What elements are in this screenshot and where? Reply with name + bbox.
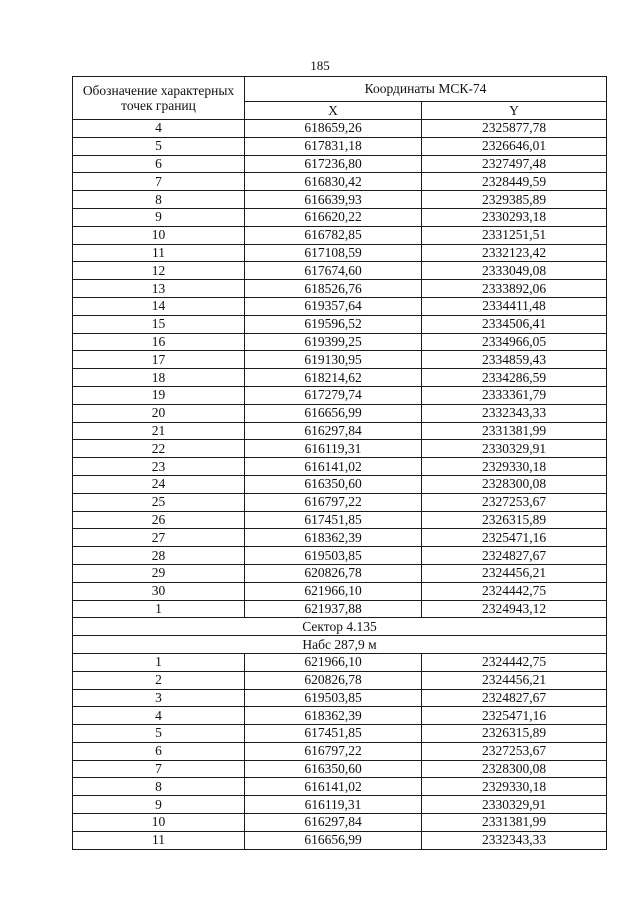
point-number-cell: 11	[73, 831, 245, 849]
y-coordinate-cell: 2334966,05	[422, 333, 607, 351]
y-coordinate-cell: 2324442,75	[422, 582, 607, 600]
y-coordinate-cell: 2327497,48	[422, 155, 607, 173]
x-coordinate-cell: 617236,80	[245, 155, 422, 173]
y-coordinate-cell: 2332343,33	[422, 831, 607, 849]
point-number-cell: 22	[73, 440, 245, 458]
y-column-header: Y	[422, 101, 607, 119]
y-coordinate-cell: 2331381,99	[422, 422, 607, 440]
point-number-cell: 7	[73, 173, 245, 191]
y-coordinate-cell: 2329330,18	[422, 778, 607, 796]
x-coordinate-cell: 616297,84	[245, 422, 422, 440]
y-coordinate-cell: 2333361,79	[422, 386, 607, 404]
x-coordinate-cell: 620826,78	[245, 564, 422, 582]
table-row	[73, 778, 607, 796]
table-row	[73, 404, 607, 422]
point-number-cell: 14	[73, 297, 245, 315]
x-coordinate-cell: 616639,93	[245, 191, 422, 209]
point-number-cell: 21	[73, 422, 245, 440]
table-row	[73, 137, 607, 155]
point-number-cell: 16	[73, 333, 245, 351]
y-coordinate-cell: 2329330,18	[422, 458, 607, 476]
y-coordinate-cell: 2324827,67	[422, 689, 607, 707]
x-coordinate-cell: 618362,39	[245, 707, 422, 725]
x-coordinate-cell: 616797,22	[245, 742, 422, 760]
x-coordinate-cell: 618526,76	[245, 280, 422, 298]
coordinates-table	[72, 76, 607, 850]
y-coordinate-cell: 2326315,89	[422, 511, 607, 529]
table-row	[73, 600, 607, 618]
point-number-cell: 1	[73, 600, 245, 618]
y-coordinate-cell: 2330329,91	[422, 440, 607, 458]
x-coordinate-cell: 617674,60	[245, 262, 422, 280]
x-coordinate-cell: 616141,02	[245, 778, 422, 796]
y-coordinate-cell: 2324456,21	[422, 564, 607, 582]
point-number-cell: 5	[73, 725, 245, 743]
y-coordinate-cell: 2332343,33	[422, 404, 607, 422]
section-title-row	[73, 636, 607, 654]
x-coordinate-cell: 616119,31	[245, 440, 422, 458]
y-coordinate-cell: 2326646,01	[422, 137, 607, 155]
page-number: 185	[310, 58, 330, 73]
y-coordinate-cell: 2325877,78	[422, 120, 607, 138]
x-coordinate-cell: 617451,85	[245, 511, 422, 529]
x-coordinate-cell: 621966,10	[245, 653, 422, 671]
point-number-cell: 12	[73, 262, 245, 280]
point-number-cell: 13	[73, 280, 245, 298]
point-number-cell: 9	[73, 208, 245, 226]
table-row	[73, 831, 607, 849]
point-number-cell: 8	[73, 191, 245, 209]
table-row	[73, 760, 607, 778]
point-number-cell: 29	[73, 564, 245, 582]
point-number-cell: 6	[73, 155, 245, 173]
x-column-header: X	[245, 101, 422, 119]
table-row	[73, 440, 607, 458]
table-row	[73, 351, 607, 369]
point-number-cell: 3	[73, 689, 245, 707]
table-row	[73, 155, 607, 173]
x-coordinate-cell: 616620,22	[245, 208, 422, 226]
table-header	[73, 77, 607, 120]
table-row	[73, 369, 607, 387]
table-body	[73, 120, 607, 850]
point-number-cell: 10	[73, 814, 245, 832]
x-coordinate-cell: 616350,60	[245, 475, 422, 493]
x-coordinate-cell: 620826,78	[245, 671, 422, 689]
point-label-header: Обозначение характерных точек границ	[73, 77, 245, 120]
table-row	[73, 564, 607, 582]
x-coordinate-cell: 617831,18	[245, 137, 422, 155]
x-coordinate-cell: 619357,64	[245, 297, 422, 315]
point-number-cell: 4	[73, 120, 245, 138]
y-coordinate-cell: 2327253,67	[422, 493, 607, 511]
table-row	[73, 120, 607, 138]
point-number-cell: 5	[73, 137, 245, 155]
point-number-cell: 25	[73, 493, 245, 511]
coordinate-system-header: Координаты МСК-74	[245, 77, 607, 102]
section-title: Сектор 4.135	[73, 618, 607, 636]
point-number-cell: 17	[73, 351, 245, 369]
x-coordinate-cell: 619130,95	[245, 351, 422, 369]
section-title-row	[73, 618, 607, 636]
x-coordinate-cell: 619399,25	[245, 333, 422, 351]
y-coordinate-cell: 2334411,48	[422, 297, 607, 315]
table-row	[73, 333, 607, 351]
point-number-cell: 8	[73, 778, 245, 796]
point-number-cell: 27	[73, 529, 245, 547]
x-coordinate-cell: 619503,85	[245, 547, 422, 565]
table-row	[73, 547, 607, 565]
table-row	[73, 244, 607, 262]
point-number-cell: 1	[73, 653, 245, 671]
point-number-cell: 11	[73, 244, 245, 262]
table-row	[73, 671, 607, 689]
table-row	[73, 653, 607, 671]
y-coordinate-cell: 2330329,91	[422, 796, 607, 814]
point-number-cell: 24	[73, 475, 245, 493]
y-coordinate-cell: 2328300,08	[422, 760, 607, 778]
y-coordinate-cell: 2327253,67	[422, 742, 607, 760]
x-coordinate-cell: 619596,52	[245, 315, 422, 333]
x-coordinate-cell: 616797,22	[245, 493, 422, 511]
y-coordinate-cell: 2328300,08	[422, 475, 607, 493]
point-number-cell: 15	[73, 315, 245, 333]
y-coordinate-cell: 2325471,16	[422, 529, 607, 547]
table-row	[73, 191, 607, 209]
point-number-cell: 2	[73, 671, 245, 689]
x-coordinate-cell: 618362,39	[245, 529, 422, 547]
table-row	[73, 386, 607, 404]
point-number-cell: 6	[73, 742, 245, 760]
point-number-cell: 23	[73, 458, 245, 476]
x-coordinate-cell: 617451,85	[245, 725, 422, 743]
table-row	[73, 725, 607, 743]
point-number-cell: 9	[73, 796, 245, 814]
y-coordinate-cell: 2334506,41	[422, 315, 607, 333]
point-number-cell: 7	[73, 760, 245, 778]
y-coordinate-cell: 2324943,12	[422, 600, 607, 618]
x-coordinate-cell: 616119,31	[245, 796, 422, 814]
x-coordinate-cell: 616830,42	[245, 173, 422, 191]
point-number-cell: 26	[73, 511, 245, 529]
table-row	[73, 796, 607, 814]
y-coordinate-cell: 2326315,89	[422, 725, 607, 743]
x-coordinate-cell: 616656,99	[245, 404, 422, 422]
table-row	[73, 458, 607, 476]
table-row	[73, 315, 607, 333]
table-row	[73, 689, 607, 707]
point-number-cell: 28	[73, 547, 245, 565]
x-coordinate-cell: 618214,62	[245, 369, 422, 387]
table-row	[73, 173, 607, 191]
point-number-cell: 10	[73, 226, 245, 244]
y-coordinate-cell: 2331251,51	[422, 226, 607, 244]
y-coordinate-cell: 2334859,43	[422, 351, 607, 369]
y-coordinate-cell: 2324456,21	[422, 671, 607, 689]
point-number-cell: 19	[73, 386, 245, 404]
y-coordinate-cell: 2334286,59	[422, 369, 607, 387]
y-coordinate-cell: 2329385,89	[422, 191, 607, 209]
x-coordinate-cell: 619503,85	[245, 689, 422, 707]
point-number-cell: 20	[73, 404, 245, 422]
x-coordinate-cell: 617108,59	[245, 244, 422, 262]
x-coordinate-cell: 621966,10	[245, 582, 422, 600]
y-coordinate-cell: 2328449,59	[422, 173, 607, 191]
y-coordinate-cell: 2333049,08	[422, 262, 607, 280]
point-number-cell: 4	[73, 707, 245, 725]
table-row	[73, 511, 607, 529]
table-row	[73, 493, 607, 511]
point-number-cell: 30	[73, 582, 245, 600]
y-coordinate-cell: 2332123,42	[422, 244, 607, 262]
y-coordinate-cell: 2324827,67	[422, 547, 607, 565]
table-row	[73, 422, 607, 440]
section-title: Набс 287,9 м	[73, 636, 607, 654]
x-coordinate-cell: 621937,88	[245, 600, 422, 618]
x-coordinate-cell: 616656,99	[245, 831, 422, 849]
table-row	[73, 582, 607, 600]
y-coordinate-cell: 2331381,99	[422, 814, 607, 832]
point-number-cell: 18	[73, 369, 245, 387]
table-row	[73, 742, 607, 760]
table-row	[73, 262, 607, 280]
x-coordinate-cell: 618659,26	[245, 120, 422, 138]
x-coordinate-cell: 616782,85	[245, 226, 422, 244]
table-row	[73, 707, 607, 725]
x-coordinate-cell: 616297,84	[245, 814, 422, 832]
x-coordinate-cell: 616350,60	[245, 760, 422, 778]
table-row	[73, 297, 607, 315]
y-coordinate-cell: 2324442,75	[422, 653, 607, 671]
x-coordinate-cell: 616141,02	[245, 458, 422, 476]
table-row	[73, 208, 607, 226]
table-row	[73, 475, 607, 493]
table-row	[73, 529, 607, 547]
table-row	[73, 814, 607, 832]
y-coordinate-cell: 2333892,06	[422, 280, 607, 298]
y-coordinate-cell: 2330293,18	[422, 208, 607, 226]
y-coordinate-cell: 2325471,16	[422, 707, 607, 725]
table-row	[73, 226, 607, 244]
table-row	[73, 280, 607, 298]
x-coordinate-cell: 617279,74	[245, 386, 422, 404]
